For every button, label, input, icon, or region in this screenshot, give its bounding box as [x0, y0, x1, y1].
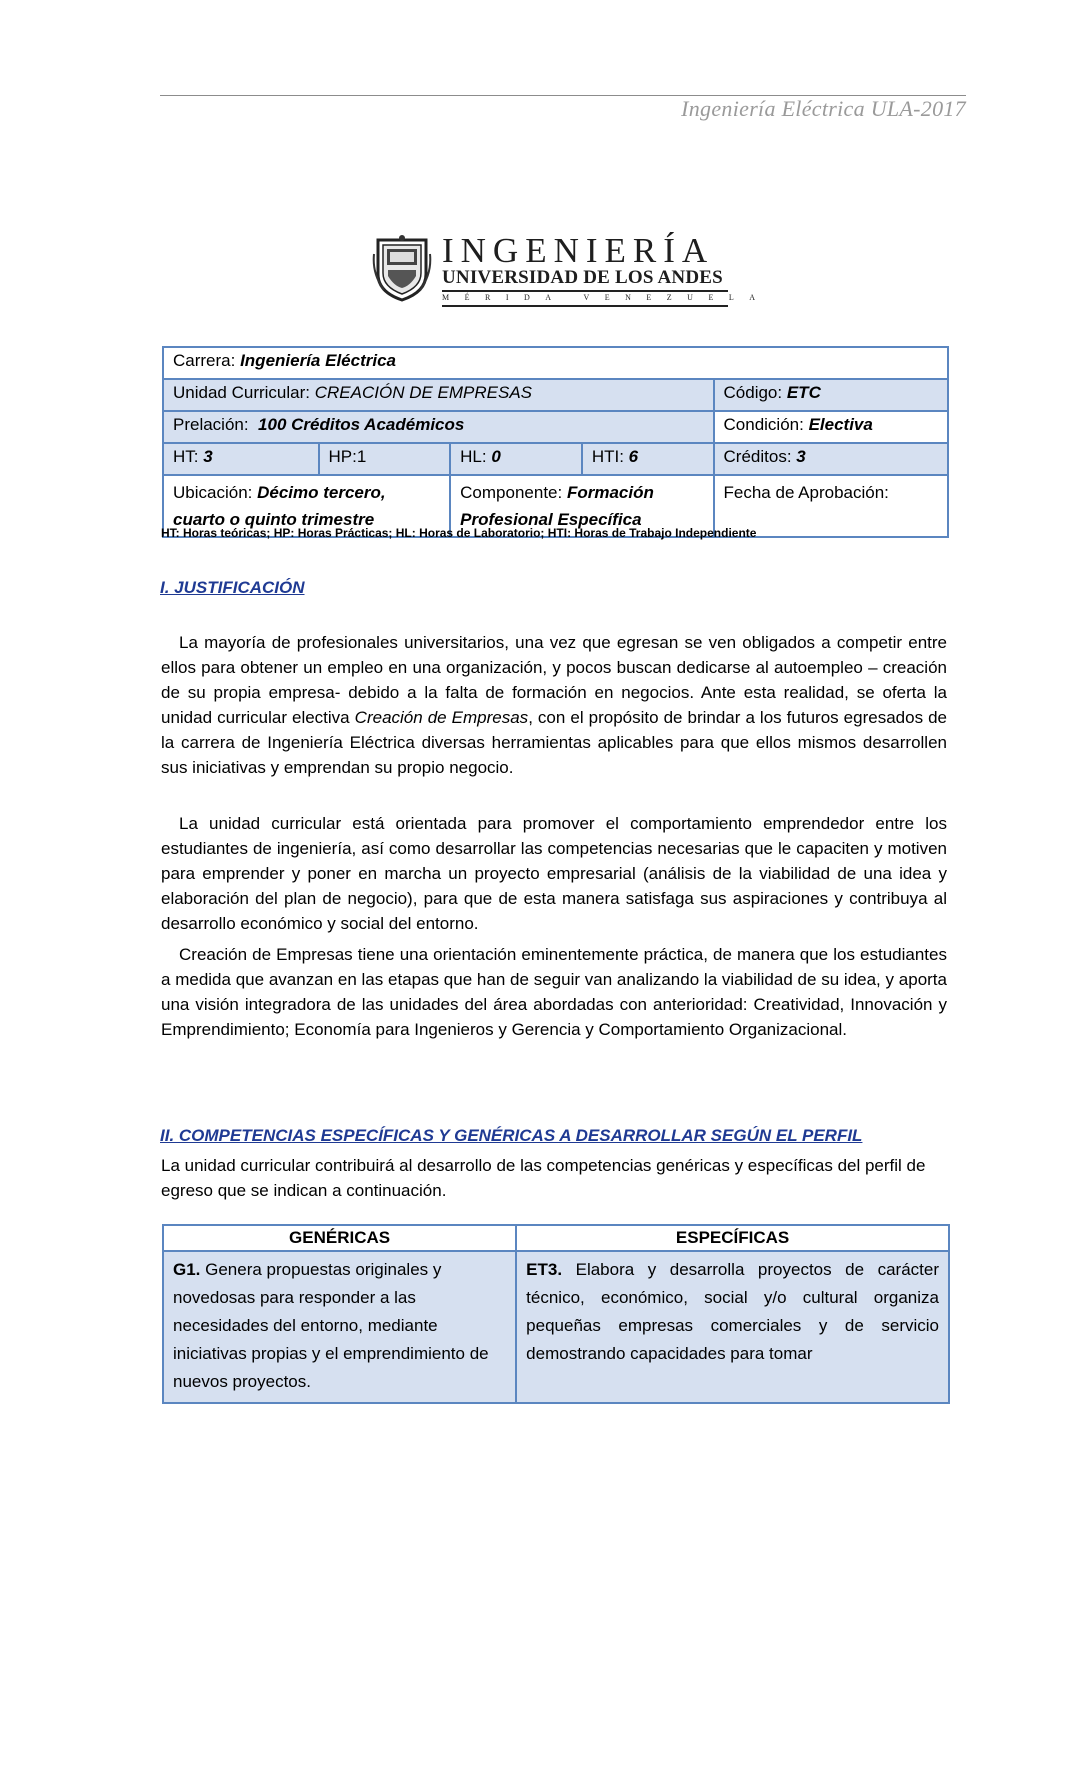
logo-text: [442, 231, 771, 307]
ht-label: HT:: [173, 447, 204, 466]
running-header: Ingeniería Eléctrica ULA-2017: [681, 96, 966, 121]
col-especificas: ESPECÍFICAS: [516, 1225, 949, 1251]
paragraph-2-text: La unidad curricular está orientada para promover el comportamiento emprendedor entre los estudiantes de ingeniería, así como desarrollar las competencias necesarias que le capaciten y motiven para emprender y poner en marcha un proyecto empresarial (análisis de la viabilidad de una idea y elaboración del plan de negocio), para que de esta manera satisfaga sus aspiraciones y contribuya al desarrollo económico y social del entorno.: [161, 814, 947, 933]
logo-line-merida: MÉRIDA VENEZUELA: [442, 293, 771, 302]
et3-code: ET3.: [526, 1260, 563, 1279]
et3-text: Elabora y desarrolla proyectos de carácter técnico, económico, social y/o cultural organiza pequeñas empresas comerciales y de servicio demostrando capacidades para tomar: [526, 1260, 939, 1363]
competencias-row: [163, 1251, 949, 1403]
unidad-label: Unidad Curricular:: [173, 383, 315, 402]
cell-g1: [163, 1251, 516, 1403]
paragraph-3-text: Creación de Empresas tiene una orientación eminentemente práctica, de manera que los estudiantes a medida que avanzan en las etapas que han de seguir van analizando la viabilidad de su idea, y aporta una visión integradora de las unidades del área abordadas con anterioridad: Creatividad, Innovación y Emprendimiento; Economía para Ingenieros y Gerencia y Comportamiento Organizacional.: [161, 945, 947, 1039]
row-carrera: [163, 347, 948, 379]
paragraph-1: [161, 630, 947, 780]
logo-line-ingenieria: INGENIERÍA: [442, 231, 715, 270]
codigo-value: ETC: [786, 383, 821, 402]
hl-value: 0: [491, 447, 501, 466]
paragraph-1-text-b: , con el propósito de brindar a los futuros egresados de la carrera de Ingeniería Eléctrica diversas herramientas aplicables para que ellos mismos desarrollen sus iniciativas y emprendan su propio negocio.: [161, 708, 947, 777]
paragraph-2: [161, 811, 947, 936]
competencias-intro: La unidad curricular contribuirá al desarrollo de las competencias genéricas y específicas del perfil de egreso que se indican a continuación.: [161, 1156, 926, 1200]
prelacion-label: Prelación:: [173, 415, 259, 434]
paragraph-1-italic: Creación de Empresas: [354, 708, 529, 727]
componente-value-2: Profesional Específica: [460, 510, 642, 529]
cell-codigo: [714, 379, 948, 411]
carrera-label: Carrera:: [173, 351, 241, 370]
hti-label: HTI:: [591, 447, 629, 466]
creditos-label: Créditos:: [723, 447, 797, 466]
hti-value: 6: [628, 447, 639, 466]
cell-condicion: [714, 411, 948, 443]
university-logo: [370, 231, 771, 304]
codigo-label: Código:: [723, 383, 787, 402]
university-seal-icon: [370, 234, 434, 302]
row-prelacion: [163, 411, 948, 443]
ubicacion-value-1: Décimo tercero,: [257, 483, 386, 502]
g1-text: Genera propuestas originales y novedosas para responder a las necesidades del entorno, mediante iniciativas propias y el emprendimiento de nuevos proyectos.: [173, 1260, 489, 1391]
abbreviations-note: HT: Horas teóricas; HP: Horas Prácticas; HL: Horas de Laboratorio; HTI: Horas de Trabajo Independiente: [161, 526, 757, 540]
cell-ht: [163, 443, 319, 475]
paragraph-1-text-a: La mayoría de profesionales universitarios, una vez que egresan se ven obligados a competir entre ellos para obtener un empleo en una organización, y pocos buscan dedicarse al autoempleo – creación de su propia empresa- debido a la falta de formación en negocios. Ante esta realidad, se oferta la unidad curricular electiva: [161, 633, 947, 727]
prelacion-value: 100 Créditos Académicos: [258, 415, 465, 434]
cell-unidad: [163, 379, 714, 411]
creditos-value: 3: [796, 447, 806, 466]
cell-hl: [450, 443, 582, 475]
row-horas: [163, 443, 948, 475]
componente-value-1: Formación: [566, 483, 654, 502]
logo-line-universidad: UNIVERSIDAD DE LOS ANDES: [442, 267, 723, 288]
cell-hp: [319, 443, 451, 475]
ubicacion-label: Ubicación:: [173, 483, 258, 502]
course-info-table: [162, 346, 949, 538]
ubicacion-value-2: cuarto o quinto trimestre: [173, 510, 375, 529]
cell-prelacion: [163, 411, 714, 443]
col-genericas: GENÉRICAS: [163, 1225, 516, 1251]
condicion-value: Electiva: [808, 415, 873, 434]
section-title-justificacion: I. JUSTIFICACIÓN: [160, 578, 305, 597]
paragraph-3: [161, 942, 947, 1042]
fecha-label: Fecha de Aprobación:: [723, 483, 889, 502]
logo-divider-bottom: [442, 305, 728, 307]
componente-label: Componente:: [460, 483, 567, 502]
competencias-header-row: [163, 1225, 949, 1251]
competencias-table: [162, 1224, 950, 1404]
ht-value: 3: [203, 447, 213, 466]
hl-label: HL:: [460, 447, 492, 466]
unidad-value: CREACIÓN DE EMPRESAS: [314, 383, 532, 402]
carrera-value: Ingeniería Eléctrica: [240, 351, 396, 370]
cell-et3: [516, 1251, 949, 1403]
g1-code: G1.: [173, 1260, 201, 1279]
row-unidad: [163, 379, 948, 411]
hp-label: HP:: [328, 447, 357, 466]
cell-creditos: [714, 443, 948, 475]
cell-hti: [582, 443, 714, 475]
section-title-competencias: II. COMPETENCIAS ESPECÍFICAS Y GENÉRICAS A DESARROLLAR SEGÚN EL PERFIL: [160, 1126, 863, 1145]
condicion-label: Condición:: [723, 415, 809, 434]
hp-value: 1: [356, 447, 367, 466]
cell-carrera: [163, 347, 948, 379]
